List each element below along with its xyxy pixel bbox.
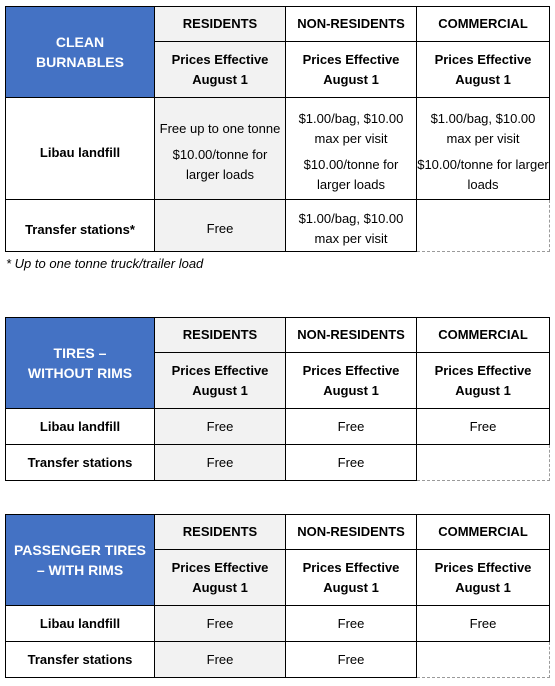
cell-commercial-empty [417,200,550,252]
subheader-line-1: Prices Effective [302,559,400,575]
header-commercial: COMMERCIAL [417,515,550,550]
cell-commercial [417,98,550,200]
cell-commercial-empty [417,445,550,481]
title-line-1: TIRES – [53,345,107,361]
cell-non-residents: Free [286,642,417,678]
cell-non-residents: Free [286,445,417,481]
header-non-residents: NON-RESIDENTS [286,7,417,42]
cell-residents: Free [155,445,286,481]
row-label-transfer-stations: Transfer stations* [6,200,155,252]
cell-residents: Free [155,606,286,642]
subheader-line-2: August 1 [455,382,511,398]
subheader-line-1: Prices Effective [434,362,532,378]
subheader-commercial [417,353,550,409]
subheader-line-1: Prices Effective [434,51,532,67]
subheader-commercial [417,42,550,98]
clean-burnables-table [5,6,550,252]
row-label-libau-landfill: Libau landfill [6,98,155,200]
price-text: Free up to one tonne [159,120,281,136]
table-title [6,515,155,606]
subheader-non-residents [286,550,417,606]
table-title [6,318,155,409]
cell-non-residents: Free [286,409,417,445]
price-text: $1.00/bag, $10.00 max per visit [430,110,536,146]
header-commercial: COMMERCIAL [417,7,550,42]
title-line-2: – WITH RIMS [36,562,124,578]
passenger-tires-with-rims-table [5,514,550,678]
header-residents: RESIDENTS [155,7,286,42]
header-residents: RESIDENTS [155,515,286,550]
header-non-residents: NON-RESIDENTS [286,515,417,550]
price-text: $10.00/tonne for larger loads [417,156,549,192]
subheader-line-2: August 1 [323,382,379,398]
subheader-residents [155,550,286,606]
subheader-line-1: Prices Effective [171,362,269,378]
cell-non-residents [286,98,417,200]
subheader-line-2: August 1 [192,579,248,595]
row-label-libau-landfill: Libau landfill [6,606,155,642]
subheader-residents [155,353,286,409]
subheader-line-2: August 1 [455,579,511,595]
cell-residents [155,200,286,252]
header-non-residents: NON-RESIDENTS [286,318,417,353]
header-residents: RESIDENTS [155,318,286,353]
cell-commercial-empty [417,642,550,678]
subheader-line-2: August 1 [323,579,379,595]
subheader-line-1: Prices Effective [171,559,269,575]
subheader-residents [155,42,286,98]
cell-residents [155,98,286,200]
cell-residents: Free [155,409,286,445]
cell-commercial: Free [417,409,550,445]
title-line-1: PASSENGER TIRES [14,542,146,558]
cell-commercial: Free [417,606,550,642]
subheader-line-1: Prices Effective [434,559,532,575]
cell-residents: Free [155,642,286,678]
price-text: $10.00/tonne for larger loads [303,156,399,192]
subheader-non-residents [286,353,417,409]
title-line-1: CLEAN [55,34,105,50]
subheader-non-residents [286,42,417,98]
subheader-line-2: August 1 [323,71,379,87]
price-text: $10.00/tonne for larger loads [172,146,268,182]
subheader-commercial [417,550,550,606]
subheader-line-2: August 1 [455,71,511,87]
price-text: $1.00/bag, $10.00 max per visit [298,110,404,146]
row-label-transfer-stations: Transfer stations [6,642,155,678]
title-line-2: WITHOUT RIMS [27,365,133,381]
subheader-line-1: Prices Effective [302,362,400,378]
row-label-libau-landfill: Libau landfill [6,409,155,445]
cell-non-residents: Free [286,606,417,642]
price-text: $1.00/bag, $10.00 max per visit [298,210,404,246]
price-text: Free [206,220,234,236]
subheader-line-1: Prices Effective [302,51,400,67]
cell-non-residents [286,200,417,252]
title-line-2: BURNABLES [36,54,124,70]
footnote: * Up to one tonne truck/trailer load [6,256,204,271]
row-label-transfer-stations: Transfer stations [6,445,155,481]
tires-without-rims-table [5,317,550,481]
subheader-line-1: Prices Effective [171,51,269,67]
header-commercial: COMMERCIAL [417,318,550,353]
subheader-line-2: August 1 [192,382,248,398]
table-title [6,7,155,98]
subheader-line-2: August 1 [192,71,248,87]
